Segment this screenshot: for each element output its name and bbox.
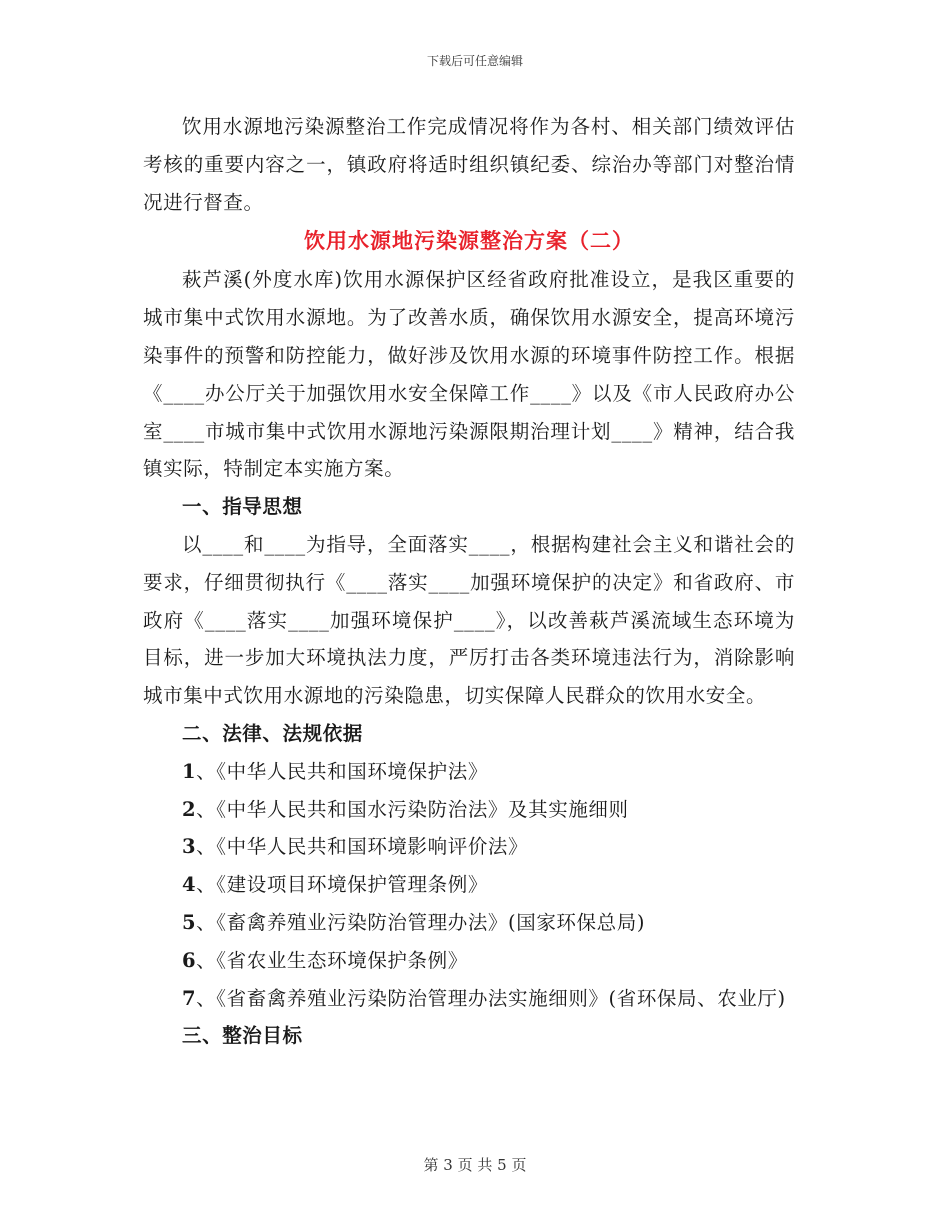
list-item: 7、《省畜禽养殖业污染防治管理办法实施细则》(省环保局、农业厅) [182,986,786,1010]
page-footer: 第 3 页 共 5 页 [423,1156,527,1174]
list-item: 4、《建设项目环境保护管理条例》 [182,873,488,897]
legal-basis-list [143,753,795,1018]
list-item: 1、《中华人民共和国环境保护法》 [182,759,488,783]
list-item: 2、《中华人民共和国水污染防治法》及其实施细则 [182,797,629,821]
page-header: 下载后可任意编辑 [426,54,523,68]
intro-paragraph: 饮用水源地污染源整治工作完成情况将作为各村、相关部门绩效评估考核的重要内容之一，镇政府将适时组织镇纪委、综治办等部门对整治情况进行督查。 [143,115,795,214]
preamble-paragraph: 萩芦溪(外度水库)饮用水源保护区经省政府批准设立，是我区重要的城市集中式饮用水源地。为了改善水质，确保饮用水源安全，提高环境污染事件的预警和防控能力，做好涉及饮用水源的环境事件防控工作。根据《____办公厅关于加强饮用水安全保障工作____》以及《市人民政府办公室____市城市集中式饮用水源地污染源限期治理计划____》精神，结合我镇实际，特制定本实施方案。 [143,268,795,481]
section-heading-legal-basis: 二、法律、法规依据 [182,721,363,745]
section-heading-guiding-ideology: 一、指导思想 [182,495,303,519]
document-body [143,108,795,1055]
list-item: 5、《畜禽养殖业污染防治管理办法》(国家环保总局) [182,910,646,934]
list-item: 6、《省农业生态环境保护条例》 [182,948,468,972]
list-item: 3、《中华人民共和国环境影响评价法》 [182,835,529,859]
document-title: 饮用水源地污染源整治方案（二） [304,228,634,254]
guiding-ideology-paragraph: 以____和____为指导，全面落实____，根据构建社会主义和谐社会的要求，仔细贯彻执行《____落实____加强环境保护的决定》和省政府、市政府《____落实____加强环境保护____》，以改善萩芦溪流域生态环境为目标，进一步加大环境执法力度，严厉打击各类环境违法行为，消除影响城市集中式饮用水源地的污染隐患，切实保障人民群众的饮用水安全。 [143,532,795,708]
section-heading-targets: 三、整治目标 [182,1024,303,1048]
